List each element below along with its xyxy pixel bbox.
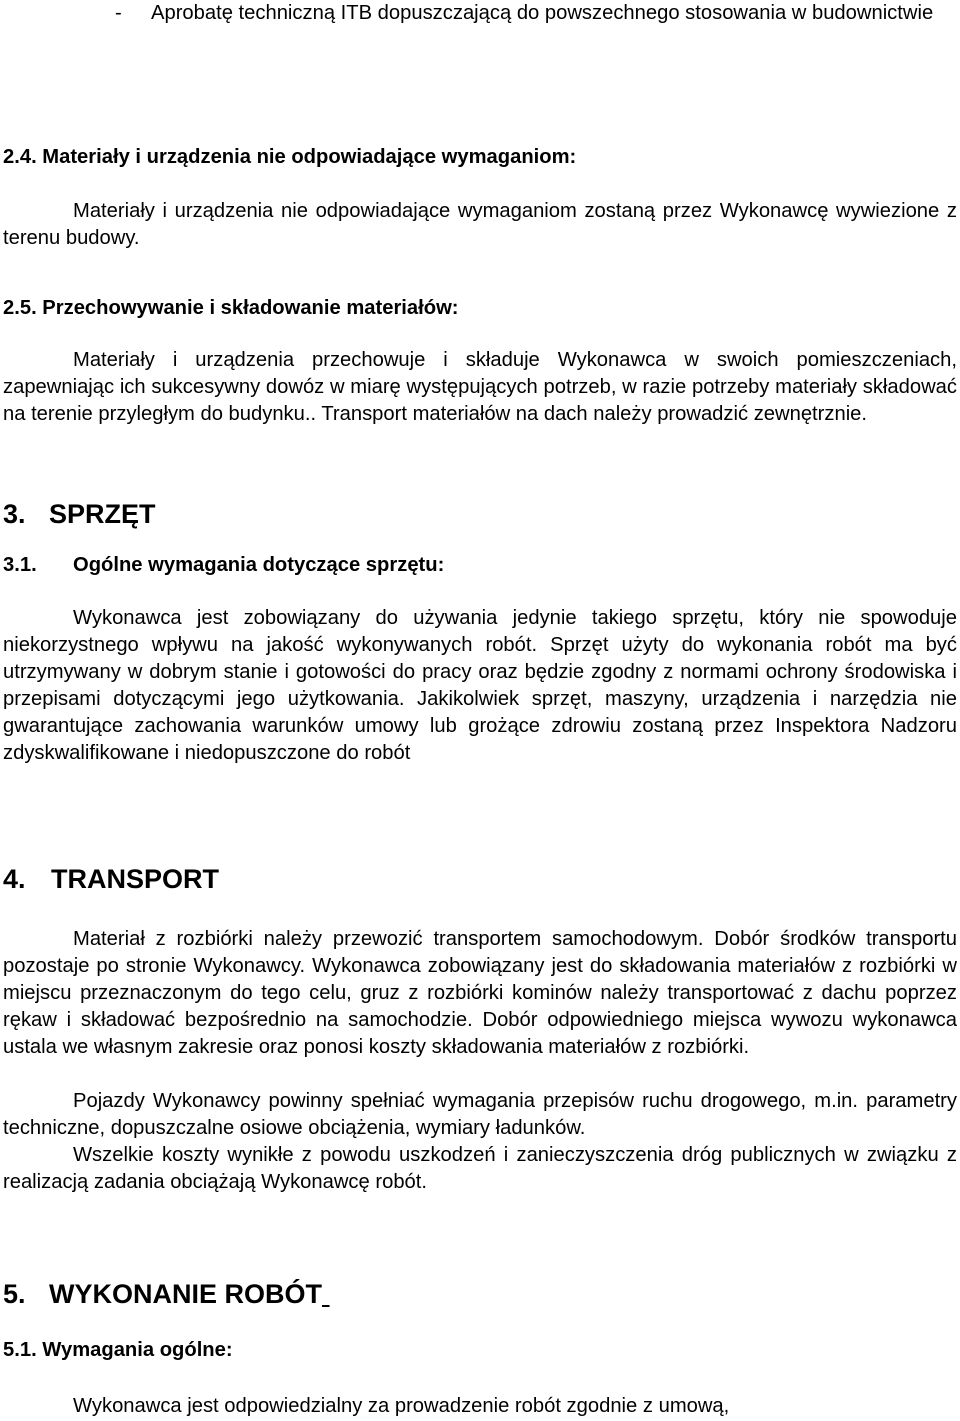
section-heading-2-5: 2.5. Przechowywanie i składowanie materiałów: (3, 297, 459, 319)
chapter-number: 4. (3, 864, 26, 894)
chapter-heading-4 (3, 863, 957, 895)
section-number: 3.1. (3, 554, 37, 576)
section-heading-2-4: 2.4. Materiały i urządzenia nie odpowiadające wymaganiom: (3, 146, 577, 168)
title-underscore (322, 1279, 330, 1309)
section-title: Ogólne wymagania dotyczące sprzętu: (73, 554, 445, 576)
chapter-title: SPRZĘT (49, 499, 156, 529)
transport-paragraph-2: Pojazdy Wykonawcy powinny spełniać wymagania przepisów ruchu drogowego, m.in. parametry techniczne, dopuszczalne osiowe obciążenia, wymiary ładunków. (3, 1090, 957, 1139)
section-body-2-4: Materiały i urządzenia nie odpowiadające wymaganiom zostaną przez Wykonawcę wywiezione z terenu budowy. (3, 200, 957, 249)
transport-paragraph-1: Materiał z rozbiórki należy przewozić transportem samochodowym. Dobór środków transportu pozostaje po stronie Wykonawcy. Wykonawca zobowiązany jest do składowania materiałów z rozbiórki w miejscu przeznaczonym do tego celu, gruz z rozbiórki kominów należy transportować z dachu poprzez rękaw i składować bezpośrednio na samochodzie. Dobór odpowiedniego miejsca wywozu wykonawca ustala we własnym zakresie oraz ponosi koszty składowania materiałów z rozbiórki. (3, 928, 957, 1058)
chapter-heading-3 (3, 498, 957, 530)
chapter-number: 5. (3, 1279, 26, 1309)
chapter-heading-5 (3, 1278, 957, 1310)
section-body-5-1: Wykonawca jest odpowiedzialny za prowadzenie robót zgodnie z umową, (73, 1395, 730, 1417)
section-heading-3-1 (3, 552, 957, 579)
section-body-2-5: Materiały i urządzenia przechowuje i składuje Wykonawca w swoich pomieszczeniach, zapewniając ich sukcesywny dowóz w miarę występujących potrzeb, w razie potrzeby materiały składować na terenie przyległym do budynku.. Transport materiałów na dach należy prowadzić zewnętrznie. (3, 349, 957, 425)
section-heading-5-1: 5.1. Wymagania ogólne: (3, 1339, 233, 1361)
transport-paragraph-3: Wszelkie koszty wynikłe z powodu uszkodzeń i zanieczyszczenia dróg publicznych w związku z realizacją zadania obciążają Wykonawcę robót. (3, 1144, 957, 1193)
list-dash: - (115, 2, 122, 24)
chapter-title: WYKONANIE ROBÓT (49, 1279, 322, 1309)
list-item-text: Aprobatę techniczną ITB dopuszczającą do powszechnego stosowania w budownictwie (151, 2, 934, 24)
chapter-title: TRANSPORT (51, 864, 219, 894)
section-body-3-1: Wykonawca jest zobowiązany do używania jedynie takiego sprzętu, który nie spowoduje niekorzystnego wpływu na jakość wykonywanych robót. Sprzęt użyty do wykonania robót ma być utrzymywany w dobrym stanie i gotowości do pracy oraz będzie zgodny z normami ochrony środowiska i przepisami dotyczącymi jego użytkowania. Jakikolwiek sprzęt, maszyny, urządzenia i narzędzia nie gwarantujące zachowania warunków umowy lub grożące zdrowiu zostaną przez Inspektora Nadzoru zdyskwalifikowane i niedopuszczone do robót (3, 607, 957, 764)
chapter-number: 3. (3, 499, 26, 529)
